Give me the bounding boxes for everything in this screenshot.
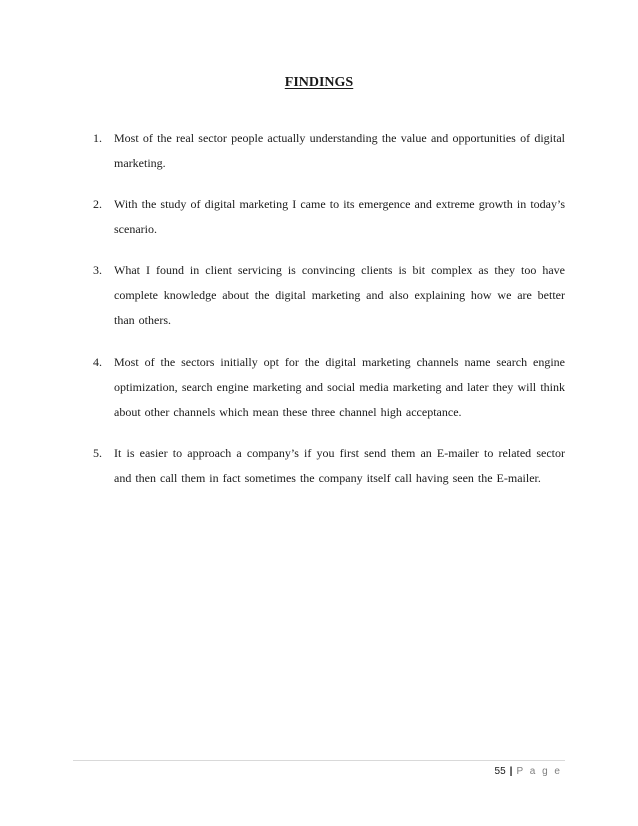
list-item-number: 5.	[93, 446, 102, 460]
list-item-number: 1.	[93, 131, 102, 145]
list-item-number: 4.	[93, 355, 102, 369]
list-item	[93, 126, 565, 176]
list-item-number: 2.	[93, 197, 102, 211]
page-title-text: FINDINGS	[284, 75, 354, 90]
list-item-text: With the study of digital marketing I came to its emergence and extreme growth in today’s scenario.	[114, 197, 565, 236]
list-item	[93, 258, 565, 333]
footer-divider	[73, 760, 565, 761]
list-item-text: What I found in client servicing is convincing clients is bit complex as they too have complete knowledge about the digital marketing and also explaining how we are better than others.	[114, 263, 565, 327]
list-item	[93, 192, 565, 242]
page-number: 55	[494, 766, 506, 777]
page-label: P a g e	[516, 766, 562, 777]
page-title	[0, 74, 638, 92]
list-item	[93, 441, 565, 491]
page-footer	[495, 765, 562, 779]
footer-separator: |	[509, 766, 513, 777]
list-item-text: Most of the sectors initially opt for the digital marketing channels name search engine optimization, search engine marketing and social media marketing and later they will think about other channels which mean these three channel high acceptance.	[114, 355, 565, 419]
list-item-number: 3.	[93, 263, 102, 277]
list-item-text: It is easier to approach a company’s if you first send them an E-mailer to related sector and then call them in fact sometimes the company itself call having seen the E-mailer.	[114, 446, 565, 485]
findings-list	[93, 126, 565, 507]
list-item	[93, 350, 565, 425]
list-item-text: Most of the real sector people actually understanding the value and opportunities of digital marketing.	[114, 131, 565, 170]
